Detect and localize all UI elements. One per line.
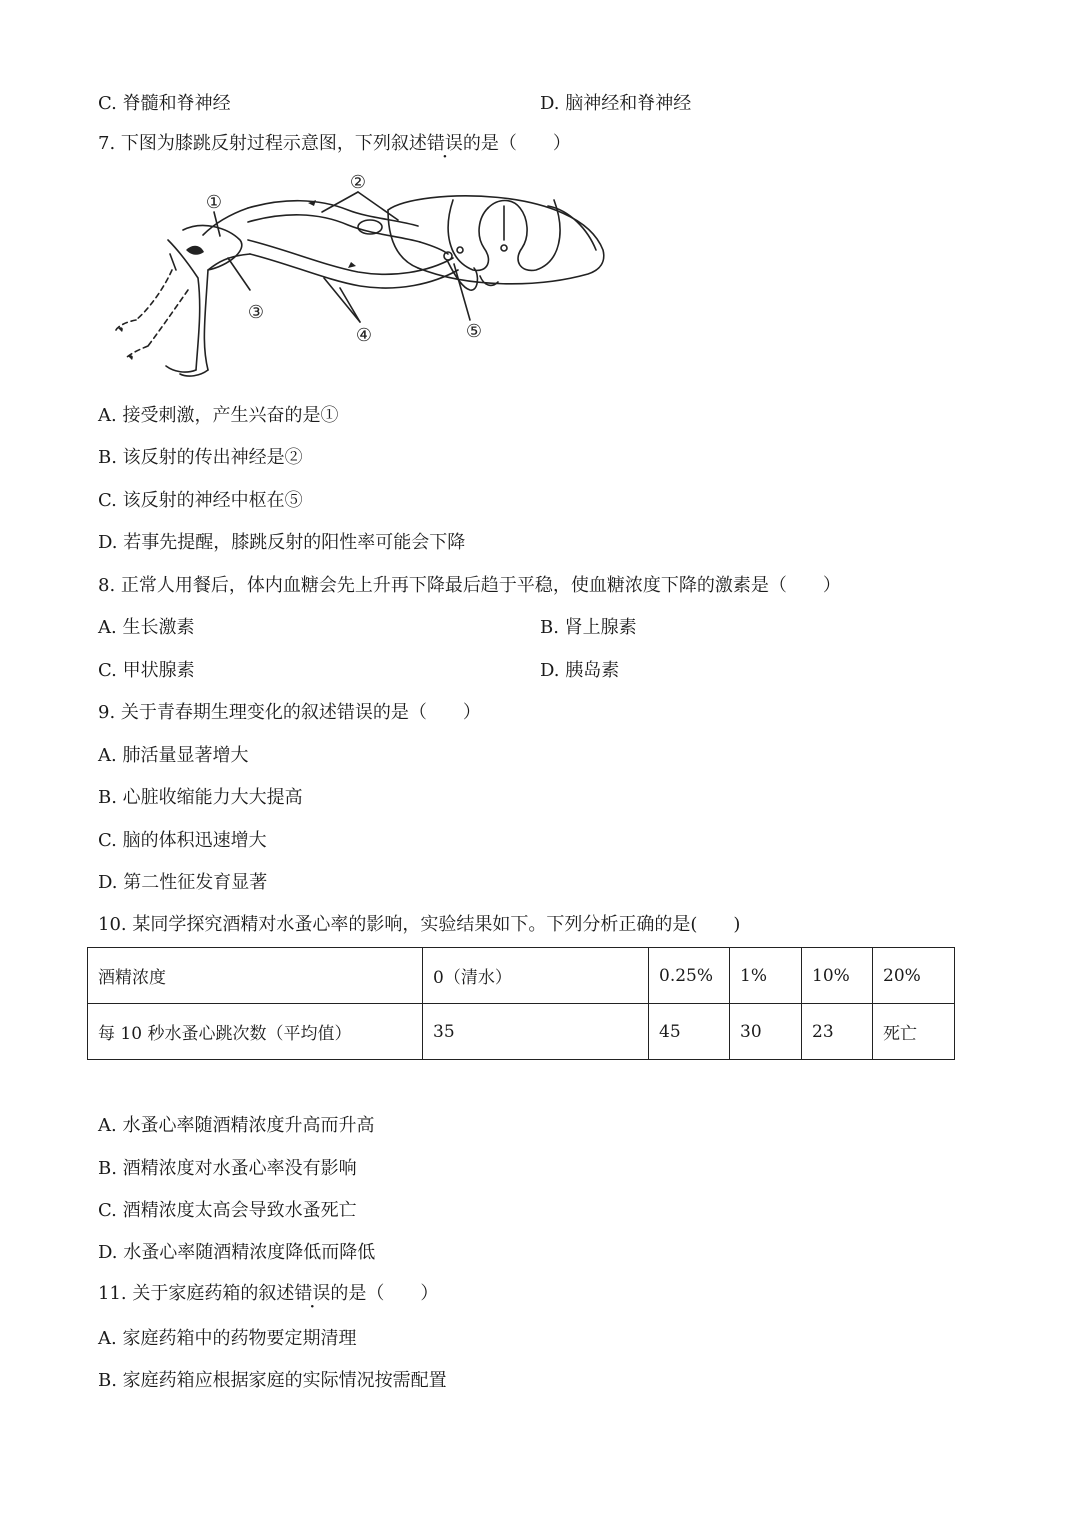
table-row	[88, 948, 955, 1004]
q7-option-a: A. 接受刺激，产生兴奋的是①	[98, 405, 339, 426]
table-cell: 45	[649, 1004, 730, 1060]
q11-option-a: A. 家庭药箱中的药物要定期清理	[98, 1328, 357, 1349]
table-cell: 0.25%	[649, 948, 730, 1004]
table-cell: 35	[423, 1004, 649, 1060]
q11-stem-emphasis: 错误	[294, 1283, 331, 1304]
q7-stem-prefix: 7. 下图为膝跳反射过程示意图，下列叙述	[98, 133, 427, 154]
q10-stem: 10. 某同学探究酒精对水蚤心率的影响，实验结果如下。下列分析正确的是( )	[98, 914, 741, 935]
q6-option-d: D. 脑神经和脊神经	[540, 93, 692, 114]
q7-stem-emphasis: 错误	[426, 133, 463, 154]
q6-option-c: C. 脊髓和脊神经	[98, 93, 231, 114]
table-row	[88, 1004, 955, 1060]
q10-option-b: B. 酒精浓度对水蚤心率没有影响	[98, 1158, 357, 1179]
q7-option-d: D. 若事先提醒，膝跳反射的阳性率可能会下降	[98, 532, 466, 553]
q9-option-c: C. 脑的体积迅速增大	[98, 830, 267, 851]
q7-stem	[98, 132, 571, 156]
q7-option-c: C. 该反射的神经中枢在⑤	[98, 490, 303, 511]
q10-option-a: A. 水蚤心率随酒精浓度升高而升高	[98, 1115, 375, 1136]
q11-option-b: B. 家庭药箱应根据家庭的实际情况按需配置	[98, 1370, 447, 1391]
q8-option-c: C. 甲状腺素	[98, 660, 195, 681]
figure-label-3: ③	[247, 302, 265, 323]
q11-stem-prefix: 11. 关于家庭药箱的叙述	[98, 1283, 295, 1304]
q7-stem-suffix: 的是（ ）	[462, 133, 571, 154]
figure-label-4: ④	[355, 325, 373, 346]
table-cell: 20%	[873, 948, 955, 1004]
figure-label-2: ②	[349, 172, 367, 193]
q10-option-d: D. 水蚤心率随酒精浓度降低而降低	[98, 1242, 376, 1263]
q9-option-a: A. 肺活量显著增大	[98, 745, 249, 766]
q11-stem-suffix: 的是（ ）	[330, 1283, 439, 1304]
q8-option-a: A. 生长激素	[98, 617, 195, 638]
table-cell: 每 10 秒水蚤心跳次数（平均值）	[88, 1004, 423, 1060]
q8-option-b: B. 肾上腺素	[540, 617, 637, 638]
q7-option-b: B. 该反射的传出神经是②	[98, 447, 303, 468]
table-cell: 10%	[802, 948, 873, 1004]
knee-jerk-reflex-diagram	[108, 170, 608, 385]
q8-option-d: D. 胰岛素	[540, 660, 620, 681]
q8-stem: 8. 正常人用餐后，体内血糖会先上升再下降最后趋于平稳，使血糖浓度下降的激素是（ ）	[98, 575, 841, 596]
figure-label-1: ①	[205, 192, 223, 213]
grey-matter-left	[448, 200, 488, 270]
table-cell: 0（清水）	[423, 948, 649, 1004]
q11-stem	[98, 1282, 438, 1306]
table-cell: 30	[730, 1004, 802, 1060]
q10-data-table	[87, 947, 955, 1060]
q9-stem: 9. 关于青春期生理变化的叙述错误的是（ ）	[98, 702, 481, 723]
q9-option-b: B. 心脏收缩能力大大提高	[98, 787, 303, 808]
figure-label-5: ⑤	[465, 321, 483, 342]
grey-matter-right	[488, 200, 560, 270]
table-cell: 23	[802, 1004, 873, 1060]
q10-option-c: C. 酒精浓度太高会导致水蚤死亡	[98, 1200, 357, 1221]
table-cell: 酒精浓度	[88, 948, 423, 1004]
q9-option-d: D. 第二性征发育显著	[98, 872, 268, 893]
table-cell: 1%	[730, 948, 802, 1004]
table-cell: 死亡	[873, 1004, 955, 1060]
